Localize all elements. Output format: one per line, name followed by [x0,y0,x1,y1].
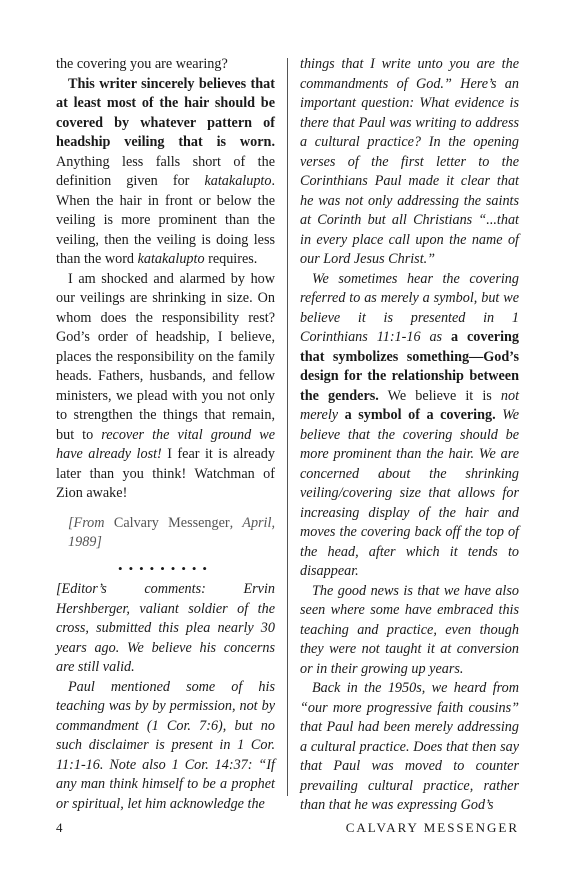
column-divider [287,58,288,796]
text: We sometimes hear the covering referred to as merely a symbol, but we believe it is presented in 1 Corinthians 11:1-16 as [300,270,519,345]
text: , April, 1989] [68,514,275,550]
text: the covering you are wearing? [56,56,228,72]
section-divider: ••••••••• [118,560,213,576]
italic-text: not merely [300,387,520,423]
text: I am shocked and alarmed by how our veilings are shrinking in size. On whom does the responsibility rest? God’s order of headship, I believe, places the responsibility on the family heads. Fathers, husbands, and fellow ministers, we plead with you not only to strengthen the things that remain, but to [56,270,275,443]
text: I fear it is already later than you think! Watchman of Zion awake! [56,446,275,501]
editor-comment: Back in the 1950s, we heard from “our more progressive faith cousins” that Paul had been merely addressing a cultural practice. Does that then say that Paul was moved to counter prevailing cultural practice, rather than that he was expressing God’s [300,680,519,813]
running-head: CALVARY MESSENGER [345,820,519,835]
page-number: 4 [56,820,64,835]
editor-comment: The good news is that we have also seen where some have embraced this teaching and practice, even though they were not taught it at conversion or in their growing up years. [300,582,519,677]
italic-text: recover the vital ground we have already lost! [56,426,275,462]
right-column [300,55,519,816]
text: Anything less falls short of the definition given for [56,153,275,189]
editor-comment: things that I write unto you are the commandments of God.” Here’s an important question: What evidence is there that Paul was writing to address a cultural practice? In the opening verses of the first letter to the Corinthians Paul made it clear that he was not only addressing the saints at Corinth but all Christians “...that in every place call upon the name of our Lord Jesus Christ.” [300,56,519,267]
editor-comment: [Editor’s comments: Ervin Hershberger, valiant soldier of the cross, submitted this plea nearly 30 years ago. We believe his concerns are still valid. [56,581,275,675]
text: requires. [204,251,258,267]
bold-italic-text: a covering that symbolizes something [300,329,520,365]
bold-text: —God’s design for the relationship between the genders. [300,348,519,404]
publication-name: Calvary Messenger [113,514,230,531]
text: We believe that the covering should be more prominent than the hair. We are concerned about the shrinking veiling/covering size that allows for increasing display of the hair and moves the covering back off the top of the head, after which it tends to disappear. [300,407,519,579]
italic-term: katakalupto [204,173,272,189]
bold-text: a symbol of a covering. [338,407,496,423]
text: [From [68,514,114,531]
source-citation [68,514,275,553]
text: We believe it is [378,387,501,404]
text: . When the hair in front or below the veiling is more prominent than the veiling, then the veiling is doing less than the word [56,173,275,267]
italic-term: katakalupto [137,251,205,267]
paragraph [56,55,275,75]
editor-comment: Paul mentioned some of his teaching was by by permission, not by commandment (1 Cor. 7:6), but no such disclaimer is present in 1 Cor. 11:1-16. Note also 1 Cor. 14:37: “If any man think himself to be a prophet or spiritual, let him acknowledge the [56,678,275,812]
bold-text: This writer sincerely believes that at least most of the hair should be covered by whatever pattern of headship veiling that is worn. [56,75,275,150]
paragraph [56,270,275,504]
left-column [56,55,275,814]
paragraph [56,75,275,270]
editor-comment [300,270,519,582]
